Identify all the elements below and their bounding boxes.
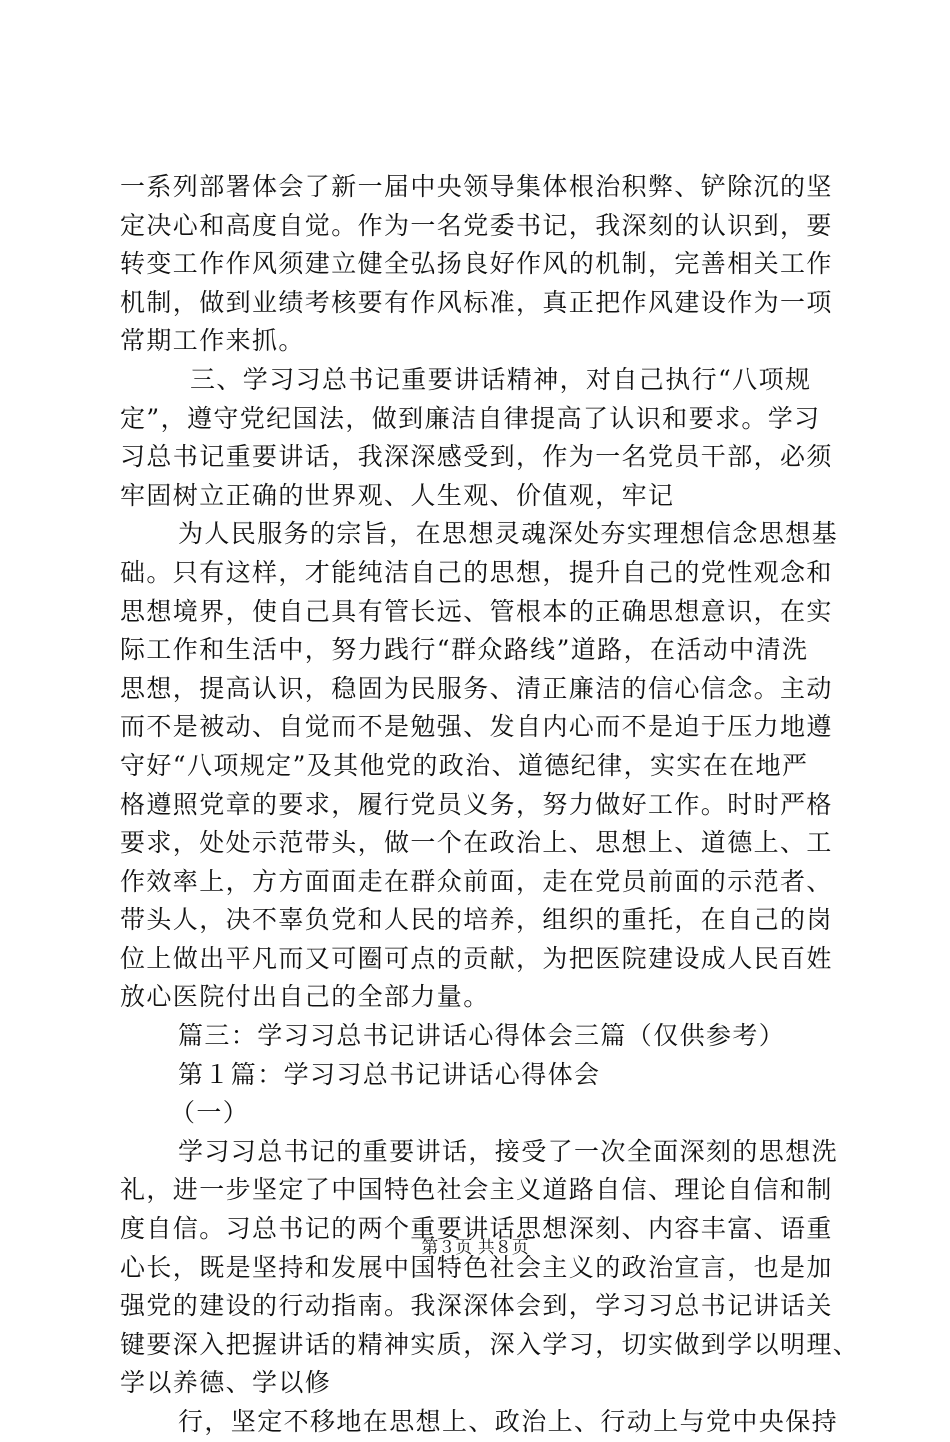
- text-line: 际工作和生活中，努力践行“群众路线”道路，在活动中清洗: [120, 635, 809, 665]
- text-line: 定”，遵守党纪国法，做到廉洁自律提高了认识和要求。学习: [120, 403, 821, 433]
- text-line: 机制，做到业绩考核要有作风标准，真正把作风建设作为一项: [120, 287, 833, 317]
- paragraph-start: 学习习总书记的重要讲话，接受了一次全面深刻的思想洗: [178, 1136, 839, 1166]
- text-line: 思想，提高认识，稳固为民服务、清正廉洁的信心信念。主动: [120, 673, 833, 703]
- section-heading-three: 三、学习习总书记重要讲话精神，对自己执行“八项规: [190, 364, 812, 394]
- page-number-footer: 第３页 共８页: [421, 1238, 529, 1258]
- text-line: 强党的建设的行动指南。我深深体会到，学习习总书记讲话关: [120, 1291, 833, 1321]
- text-line: 带头人，决不辜负党和人民的培养，组织的重托，在自己的岗: [120, 905, 833, 935]
- text-line: 础。只有这样，才能纯洁自己的思想，提升自己的党性观念和: [120, 557, 833, 587]
- text-line: 而不是被动、自觉而不是勉强、发自内心而不是迫于压力地遵: [120, 712, 833, 742]
- text-line: 守好“八项规定”及其他党的政治、道德纪律，实实在在地严: [120, 750, 809, 780]
- text-line: 格遵照党章的要求，履行党员义务，努力做好工作。时时严格: [120, 789, 833, 819]
- text-line: 位上做出平凡而又可圈可点的贡献，为把医院建设成人民百姓: [120, 943, 833, 973]
- text-line: 度自信。习总书记的两个重要讲话思想深刻、内容丰富、语重: [120, 1214, 833, 1244]
- text-line: 要求，处处示范带头，做一个在政治上、思想上、道德上、工: [120, 828, 833, 858]
- text-line: 思想境界，使自己具有管长远、管根本的正确思想意识，在实: [120, 596, 833, 626]
- text-line: 一系列部署体会了新一届中央领导集体根治积弊、铲除沉的坚: [120, 172, 833, 201]
- text-line: 心长，既是坚持和发展中国特色社会主义的政治宣言，也是加: [120, 1252, 833, 1282]
- text-line: 放心医院付出自己的全部力量。: [120, 982, 490, 1012]
- subsection-number: （一）: [170, 1098, 250, 1128]
- text-line: 礼，进一步坚定了中国特色社会主义道路自信、理论自信和制: [120, 1175, 833, 1205]
- paragraph-start: 为人民服务的宗旨，在思想灵魂深处夯实理想信念思想基: [178, 519, 839, 549]
- paragraph-start: 行，坚定不移地在思想上、政治上、行动上与党中央保持: [178, 1407, 839, 1436]
- article-heading: 第１篇：学习习总书记讲话心得体会: [178, 1059, 601, 1089]
- text-line: 定决心和高度自觉。作为一名党委书记，我深刻的认识到，要: [120, 210, 833, 240]
- chapter-heading: 篇三：学习习总书记讲话心得体会三篇（仅供参考）: [178, 1021, 786, 1051]
- text-line: 键要深入把握讲话的精神实质，深入学习，切实做到学以明理、: [120, 1329, 860, 1359]
- text-line: 习总书记重要讲话，我深深感受到，作为一名党员干部，必须: [120, 442, 833, 472]
- text-line: 牢固树立正确的世界观、人生观、价值观，牢记: [120, 480, 675, 510]
- text-line: 常期工作来抓。: [120, 326, 305, 356]
- text-line: 作效率上，方方面面走在群众前面，走在党员前面的示范者、: [120, 866, 833, 896]
- text-line: 转变工作作风须建立健全弘扬良好作风的机制，完善相关工作: [120, 249, 833, 279]
- text-line: 学以养德、学以修: [120, 1368, 332, 1398]
